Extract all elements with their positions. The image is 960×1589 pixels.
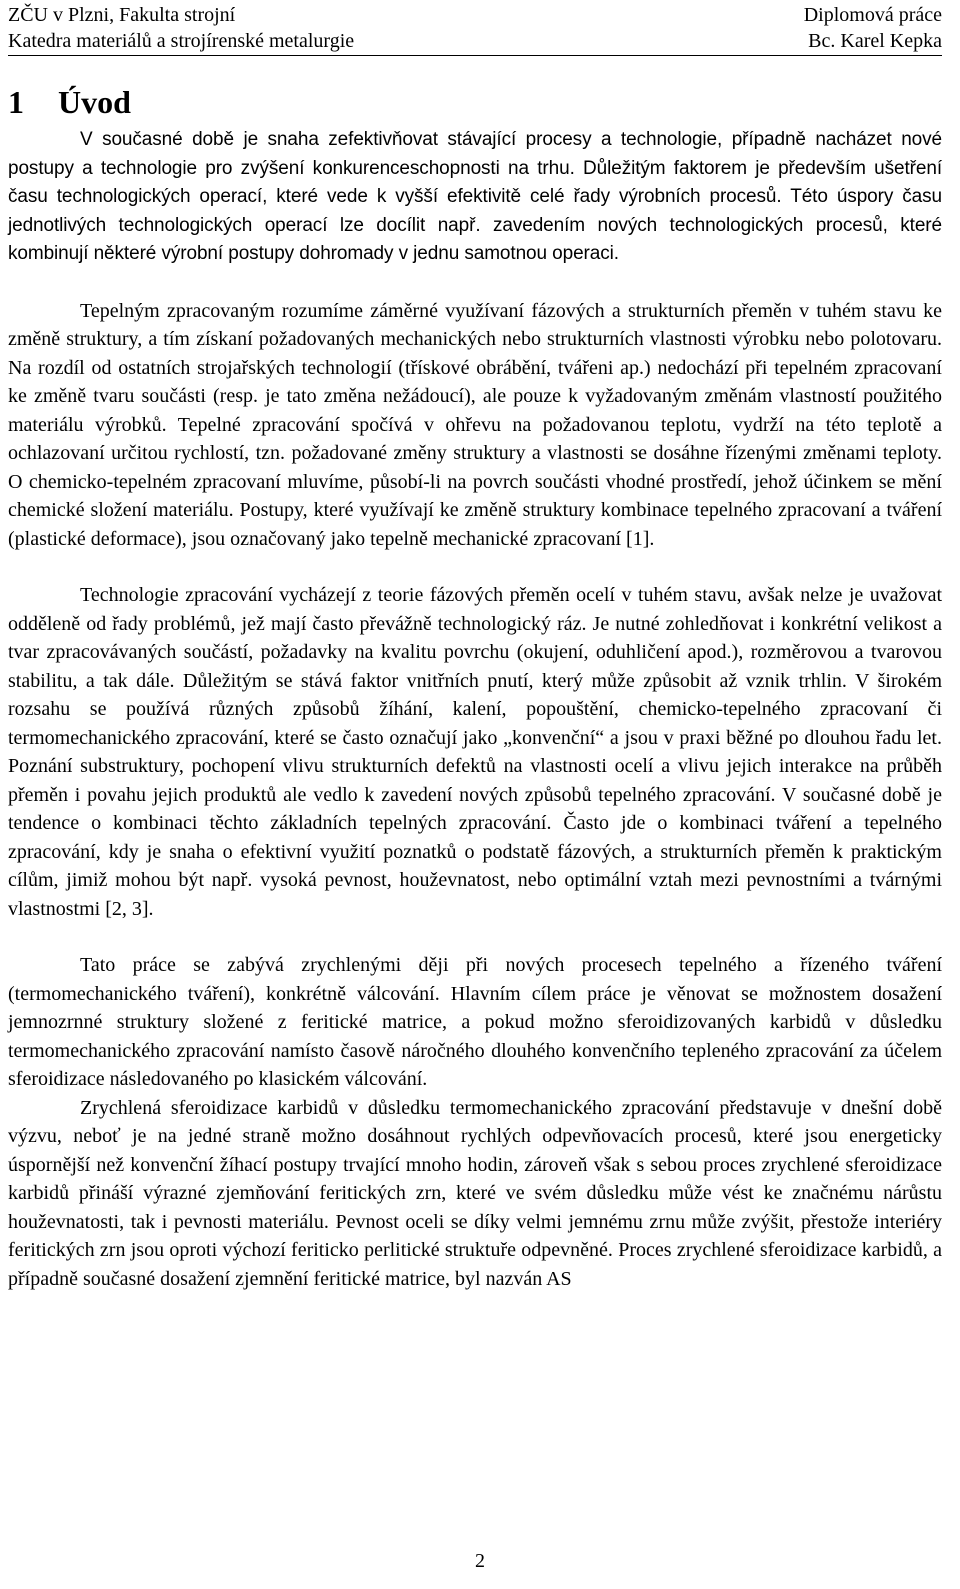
- page-header: [8, 2, 942, 54]
- chapter-title: Úvod: [58, 84, 131, 120]
- header-document-type: Diplomová práce: [803, 4, 942, 26]
- header-author: Bc. Karel Kepka: [808, 30, 942, 52]
- header-divider: [8, 55, 942, 56]
- paragraph-3: Technologie zpracování vycházejí z teorie fázových přeměn ocelí v tuhém stavu, avšak nelze je uvažovat odděleně od řady problémů, jež mají často převážně technologický ráz. Je nutné zohledňovat i konkrétní velikost a tvar zpracovávaných součástí, požadavky na kvalitu povrchu (okujení, oduhličení apod.), rozměrovou a tvarovou stabilitu, a tak dále. Důležitým se stává faktor vnitřních pnutí, který může způsobit až vznik trhlin. V širokém rozsahu se používá různých způsobů žíhání, kalení, popouštění, chemicko-tepelného zpracovaní či termomechanického zpracování, které se často označují jako „konvenční“ a jsou v praxi běžné po dlouhou řadu let. Poznání substruktury, pochopení vlivu strukturních defektů na vlastnosti ocelí a vlivu jejich interakce na průběh přeměn i povahu jejich produktů ale vedlo k zavedení nových způsobů tepelného zpracování. V současné době je tendence o kombinaci těchto základních tepelných zpracování. Často jde o kombinaci tváření a tepelného zpracování, kdy je snaha o efektivní využití poznatků o podstatě fázových, a strukturních přeměn k praktickým cílům, jimiž mohou být např. vysoká pevnost, houževnatost, nebo optimální vztah mezi pevnostními a tvárnými vlastnostmi [2, 3].: [8, 584, 942, 920]
- paragraph-2: Tepelným zpracovaným rozumíme záměrné využívaní fázových a strukturních přeměn v tuhém stavu ke změně struktury, a tím získaní požadovaných mechanických nebo strukturních vlastnosti výrobku nebo polotovaru. Na rozdíl od ostatních strojařských technologií (třískové obrábění, tvářeni ap.) nedochází při tepelném zpracovaní ke změně tvaru součásti (resp. je tato změna nežádoucí), ale pouze k vyžadovaným změnám vlastností použitého materiálu výrobků. Tepelné zpracování spočívá v ohřevu na požadovanou teplotu, vydrží na této teplotě a ochlazovaní určitou rychlostí, tzn. požadované změny struktury a vlastnosti se dosáhne řízenými změnami teploty. O chemicko-tepelném zpracovaní mluvíme, působí-li na povrch součásti vhodné prostředí, jehož účinkem se mění chemické složení materiálu. Postupy, které využívají ke změně struktury kombinace tepelného zpracovaní a tváření (plastické deformace), jsou označovaný jako tepelně mechanické zpracovaní [1].: [8, 299, 942, 550]
- header-left: [8, 2, 354, 54]
- page-number: 2: [475, 1550, 485, 1572]
- header-department: Katedra materiálů a strojírenské metalurgie: [8, 30, 355, 52]
- paragraph-1: V současné době je snaha zefektivňovat stávající procesy a technologie, případně nacházet nové postupy a technologie pro zvýšení konkurenceschopnosti na trhu. Důležitým faktorem je především ušetření času technologických operací, které vede k vyšší efektivitě celé řady výrobních procesů. Této úspory času jednotlivých technologických operací lze docílit např. zavedením nových technologických procesů, které kombinují některé výrobní postupy dohromady v jednu samotnou operaci.: [8, 129, 942, 264]
- paragraph-4: Tato práce se zabývá zrychlenými ději při nových procesech tepelného a řízeného tváření (termomechanického tváření), konkrétně válcování. Hlavním cílem práce je věnovat se možnostem dosažení jemnozrnné struktury složené z feritické matrice, a pokud možno sferoidizovaných karbidů v důsledku termomechanického zpracování namísto časově náročného dlouhého konvenčního tepleného zpracování za účelem sferoidizace následovaného po klasickém válcování.: [8, 954, 942, 1090]
- document-page: [8, 2, 942, 1293]
- header-right: [804, 2, 942, 54]
- chapter-heading: [8, 84, 942, 120]
- body-text: [8, 126, 942, 1293]
- paragraph-5: Zrychlená sferoidizace karbidů v důsledku termomechanického zpracování představuje v dnešní době výzvu, neboť je na jedné straně možno dosáhnout rychlých odpevňovacích procesů, které jsou energeticky úspornější než konvenční žíhací postupy trvající mnoho hodin, zároveň však s sebou proces zrychlené sferoidizace karbidů přináší výrazné zjemňování feritických zrn, které ve svém důsledku může vést ke značnému nárůstu houževnatosti, tak i pevnosti materiálu. Pevnost oceli se díky velmi jemnému zrnu může zvýšit, přestože interiéry feritických zrn jsou oproti výchozí feriticko perlitické struktuře odpevněné. Proces zrychlené sferoidizace karbidů, a případně současné dosažení zjemnění feritické matrice, byl nazván AS: [8, 1096, 942, 1290]
- header-university: ZČU v Plzni, Fakulta strojní: [8, 4, 236, 26]
- chapter-number: 1: [8, 84, 24, 120]
